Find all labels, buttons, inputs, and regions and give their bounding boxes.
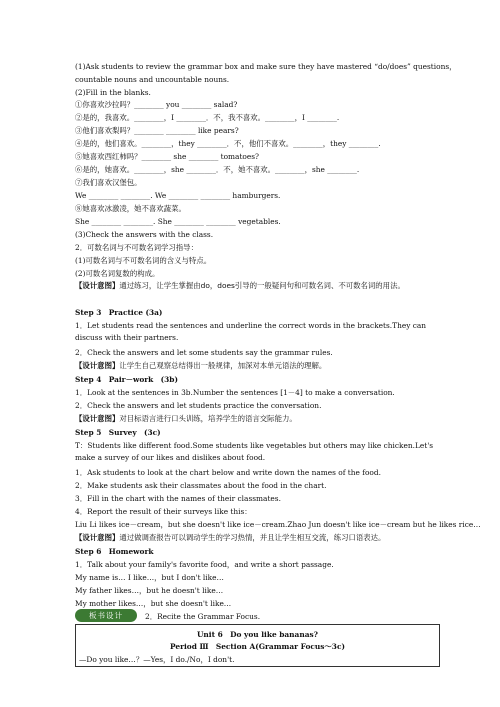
step4-instruction-2: 2．Check the answers and let students practice the conversation. — [75, 401, 322, 410]
exercise-line: We ________ ________. We ________ ________ hamburgers. — [75, 191, 281, 200]
step6-instruction-1: 1．Talk about your family's favorite food，and write a short passage. — [75, 560, 334, 569]
design-intent-text: 通过练习，让学生掌握由do，does引导的一般疑问句和可数名词、不可数名词的用法。 — [119, 281, 405, 290]
step5-instruction-3: 3．Fill in the chart with the names of their classmates. — [75, 494, 281, 503]
step5-example: Liu Li likes ice－cream，but she doesn't like ice－cream.Zhao Jun doesn't like ice－cream but he likes rice… — [75, 520, 481, 529]
design-intent-label: 【设计意图】 — [75, 281, 120, 290]
board-period: Period Ⅲ Section A(Grammar Focus～3c) — [170, 642, 345, 651]
exercise-line: (1)可数名词与不可数名词的含义与特点。 — [75, 256, 212, 265]
step5-instruction-1: 1．Ask students to look at the chart below and write down the names of the food. — [75, 468, 381, 477]
design-intent-step3 — [75, 361, 326, 371]
exercise-line: ①你喜欢沙拉吗？________ you ________ salad? — [75, 100, 238, 109]
board-title: Unit 6 Do you like bananas? — [196, 630, 318, 639]
step6-model-3: My mother likes…，but she doesn't like… — [75, 599, 232, 608]
exercise-line: She ________ ________. She ________ ________ vegetables. — [75, 217, 281, 226]
design-intent-step4 — [75, 414, 297, 424]
step6-model-2: My father likes…，but he doesn't like… — [75, 586, 224, 595]
design-intent-text: 对目标语言进行口头训练，培养学生的语言交际能力。 — [119, 414, 297, 423]
step6-heading: Step 6 Homework — [75, 547, 154, 556]
step4-instruction-1: 1．Look at the sentences in 3b.Number the sentences [1－4] to make a conversation. — [75, 388, 395, 397]
step5-instruction-2: 2．Make students ask their classmates about the food in the chart. — [75, 481, 327, 490]
exercise-line: (1)Ask students to review the grammar box and make sure they have mastered “do/does” questions， — [75, 62, 457, 71]
step6-model-1: My name is… I like…，but I don't like… — [75, 573, 224, 582]
exercise-line: ②是的，我喜欢。________，I ________．不，我不喜欢。________，I ________. — [75, 113, 340, 122]
exercise-line: (2)Fill in the blanks. — [75, 88, 151, 97]
exercise-line: 2．可数名词与不可数名词学习指导： — [75, 243, 198, 252]
design-intent-label: 【设计意图】 — [75, 361, 120, 370]
exercise-line: countable nouns and uncountable nouns. — [75, 75, 230, 84]
exercise-line: ③他们喜欢梨吗？________ ________ like pears? — [75, 126, 239, 135]
blackboard-design-box — [75, 624, 440, 667]
exercise-line: (2)可数名词复数的构成。 — [75, 269, 160, 278]
step6-instruction-2: 2．Recite the Grammar Focus. — [145, 612, 261, 621]
design-intent-1 — [75, 280, 440, 292]
step3-instruction-2: 2．Check the answers and let some students say the grammar rules. — [75, 348, 333, 357]
exercise-line: (3)Check the answers with the class. — [75, 230, 214, 239]
design-intent-label: 【设计意图】 — [75, 533, 120, 542]
design-intent-label: 【设计意图】 — [75, 414, 120, 423]
design-intent-text: 让学生自己观察总结得出一般规律，加深对本单元语法的理解。 — [119, 361, 327, 370]
step5-teacher-intro: T：Students like different food.Some students like vegetables but others may like chicken.Let's make a survey of our likes and dislikes about food. — [75, 441, 434, 462]
board-dialogue: —Do you like…？—Yes，I do./No，I don't. — [79, 655, 235, 664]
step5-instruction-4: 4．Report the result of their surveys like this： — [75, 507, 252, 516]
exercise-line: ⑧她喜欢冰激凌，她不喜欢蔬菜。 — [75, 204, 186, 213]
design-intent-step5 — [75, 533, 385, 543]
exercise-line: ⑦我们喜欢汉堡包。 — [75, 178, 142, 187]
step5-heading: Step 5 Survey (3c) — [75, 428, 161, 437]
board-design-badge: 板书设计 — [75, 609, 137, 622]
design-intent-text: 通过做调查报告可以调动学生的学习热情，并且让学生相互交流，练习口语表达。 — [119, 533, 386, 542]
step3-heading: Step 3 Practice (3a) — [75, 308, 163, 317]
exercise-line: ④是的，他们喜欢。________，they ________．不，他们不喜欢。________，they ________. — [75, 139, 381, 148]
exercise-line: ⑥是的，她喜欢。________，she ________．不，她不喜欢。________，she ________. — [75, 165, 360, 174]
step3-instruction-1: 1．Let students read the sentences and underline the correct words in the brackets.They can discuss with their partners. — [75, 321, 427, 342]
exercise-line: ⑤她喜欢西红柿吗？________ she ________ tomatoes? — [75, 152, 259, 161]
step4-heading: Step 4 Pair－work (3b) — [75, 375, 178, 384]
